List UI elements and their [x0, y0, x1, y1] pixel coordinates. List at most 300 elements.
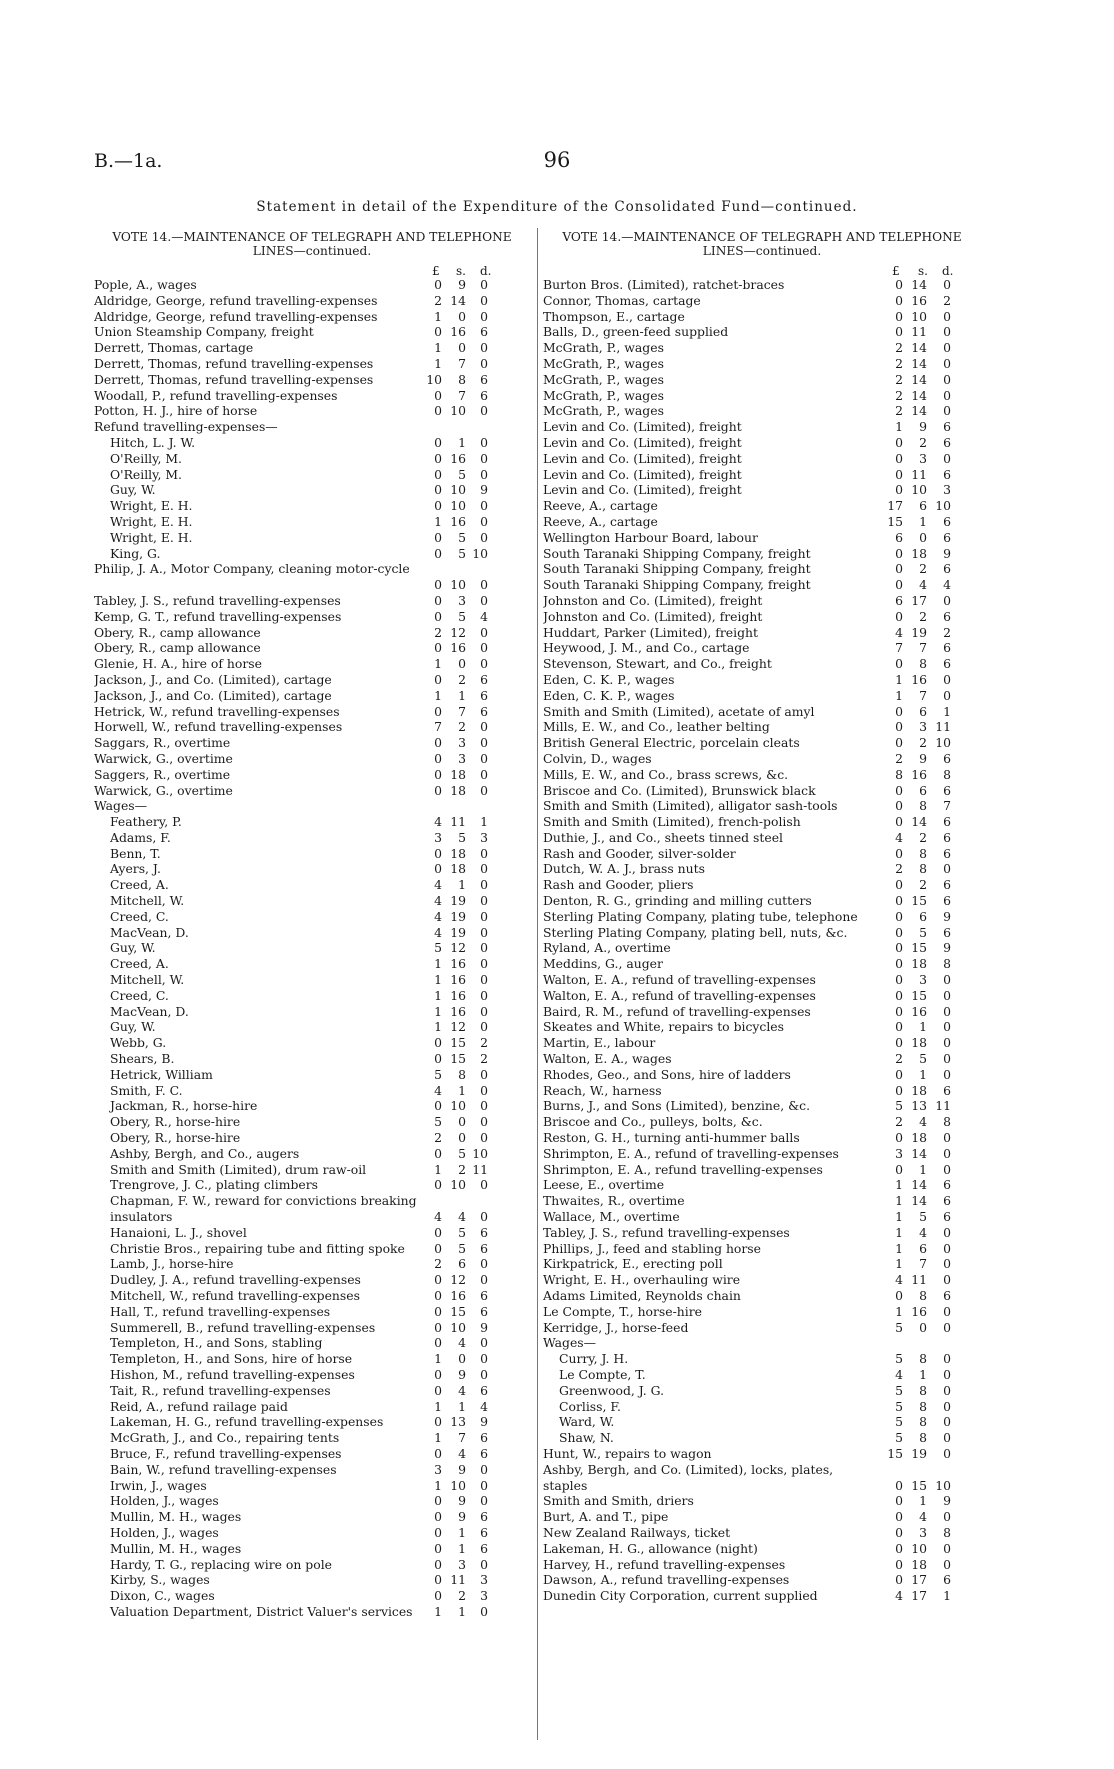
entry-description: Leese, E., overtime — [543, 1177, 665, 1193]
ledger-row — [94, 372, 530, 388]
pounds-value: 5 — [895, 1098, 903, 1114]
pence-value: 0 — [943, 340, 951, 356]
entry-amount — [418, 1525, 492, 1541]
entry-amount — [879, 467, 953, 483]
entry-description: Refund travelling-expenses— — [94, 419, 278, 435]
entry-amount — [418, 482, 492, 498]
pence-value: 0 — [943, 687, 951, 703]
pounds-value: 4 — [434, 924, 442, 940]
pounds-value: 15 — [887, 1445, 903, 1461]
entry-amount — [879, 530, 953, 546]
pounds-value: 0 — [434, 387, 442, 403]
shillings-value: 12 — [450, 624, 466, 640]
pounds-value: 0 — [895, 798, 903, 814]
ledger-row — [543, 1525, 981, 1541]
entry-description: Mitchell, W. — [110, 972, 185, 988]
ledger-row — [94, 1162, 530, 1178]
pounds-value: 10 — [426, 371, 442, 387]
shillings-value: 4 — [458, 1209, 466, 1225]
pounds-value: 0 — [895, 924, 903, 940]
shillings-value: 1 — [458, 687, 466, 703]
entry-description: Lakeman, H. G., refund travelling-expenses — [110, 1414, 384, 1430]
ledger-row — [543, 688, 981, 704]
pounds-value: 0 — [434, 861, 442, 877]
ledger-row — [543, 1177, 981, 1193]
pounds-value: 3 — [434, 829, 442, 845]
pence-value: 1 — [943, 703, 951, 719]
pence-value: 0 — [943, 1161, 951, 1177]
entry-description: Glenie, H. A., hire of horse — [94, 656, 262, 672]
shillings-value: 18 — [911, 1082, 927, 1098]
entry-description: South Taranaki Shipping Company, freight — [543, 561, 811, 577]
shillings-value: 16 — [911, 292, 927, 308]
ledger-row — [543, 1019, 981, 1035]
ledger-row — [94, 419, 530, 435]
ledger-row — [94, 309, 530, 325]
entry-amount — [879, 1256, 953, 1272]
ledger-row — [543, 1288, 981, 1304]
pounds-value: 0 — [434, 434, 442, 450]
pounds-value: 2 — [895, 371, 903, 387]
entry-description: Shears, B. — [110, 1051, 175, 1067]
shillings-value: 6 — [458, 1256, 466, 1272]
pence-value: 6 — [480, 1524, 488, 1540]
entry-description: Guy, W. — [110, 1019, 156, 1035]
pence-value: 0 — [480, 719, 488, 735]
shillings-value: 9 — [458, 1493, 466, 1509]
pence-value: 0 — [943, 1445, 951, 1461]
ledger-row — [543, 340, 981, 356]
entry-description: Sterling Plating Company, plating bell, nuts, &c. — [543, 924, 848, 940]
entry-amount — [879, 1525, 953, 1541]
entry-amount — [879, 1304, 953, 1320]
pence-value: 0 — [943, 1540, 951, 1556]
entry-description: Thompson, E., cartage — [543, 308, 685, 324]
entry-amount — [879, 593, 953, 609]
pence-value: 0 — [480, 277, 488, 292]
ledger-row — [543, 1130, 981, 1146]
right-column — [543, 231, 981, 1604]
shillings-value: 16 — [450, 956, 466, 972]
ledger-row — [94, 1320, 530, 1336]
shillings-value: 10 — [450, 1477, 466, 1493]
ledger-row — [543, 798, 981, 814]
pounds-value: 0 — [434, 450, 442, 466]
pence-value: 0 — [480, 877, 488, 893]
entry-amount — [879, 1098, 953, 1114]
pounds-value: 2 — [434, 624, 442, 640]
shillings-value: 2 — [919, 735, 927, 751]
pence-value: 6 — [943, 829, 951, 845]
shillings-value: 5 — [919, 1051, 927, 1067]
entry-amount — [418, 1604, 492, 1620]
pence-value: 0 — [480, 1493, 488, 1509]
pounds-value: 3 — [895, 1145, 903, 1161]
ledger-row — [94, 751, 530, 767]
pounds-value: 1 — [895, 1303, 903, 1319]
shillings-value: 1 — [919, 513, 927, 529]
entry-amount — [879, 324, 953, 340]
ledger-row — [543, 956, 981, 972]
pence-value: 0 — [943, 1398, 951, 1414]
entry-description: Johnston and Co. (Limited), freight — [543, 592, 763, 608]
entry-amount — [418, 909, 492, 925]
pence-value: 0 — [943, 1414, 951, 1430]
pounds-value: 0 — [434, 1319, 442, 1335]
shillings-value: 18 — [911, 1556, 927, 1572]
shillings-value: 0 — [458, 340, 466, 356]
ledger-row — [543, 1193, 981, 1209]
entry-description: Mitchell, W. — [110, 893, 185, 909]
ledger-row — [543, 767, 981, 783]
pence-value: 2 — [480, 1035, 488, 1051]
left-units-header — [94, 264, 530, 277]
entry-description: Balls, D., green-feed supplied — [543, 324, 729, 340]
pence-value: 0 — [943, 972, 951, 988]
pounds-value: 4 — [895, 624, 903, 640]
ledger-row — [94, 861, 530, 877]
entry-amount — [418, 530, 492, 546]
entry-amount — [879, 1004, 953, 1020]
ledger-row — [94, 814, 530, 830]
entry-description: Derrett, Thomas, refund travelling-expenses — [94, 355, 374, 371]
pounds-value: 0 — [895, 893, 903, 909]
pounds-value: 6 — [895, 529, 903, 545]
pounds-value: 0 — [434, 1572, 442, 1588]
pounds-value: 0 — [434, 482, 442, 498]
ledger-row — [543, 1335, 981, 1351]
ledger-row — [94, 609, 530, 625]
entry-description: Reach, W., harness — [543, 1082, 662, 1098]
ledger-row — [543, 1114, 981, 1130]
entry-amount — [418, 340, 492, 356]
entry-description: Mills, E. W., and Co., brass screws, &c. — [543, 766, 789, 782]
pounds-value: 0 — [434, 750, 442, 766]
pence-value: 9 — [480, 1319, 488, 1335]
pence-value: 0 — [480, 750, 488, 766]
pence-value: 0 — [480, 466, 488, 482]
entry-amount — [879, 783, 953, 799]
pounds-value: 1 — [895, 1193, 903, 1209]
entry-amount — [418, 609, 492, 625]
entry-description: Le Compte, T., horse-hire — [543, 1303, 703, 1319]
ledger-row — [543, 1320, 981, 1336]
pence-value: 0 — [943, 1509, 951, 1525]
entry-amount — [418, 1162, 492, 1178]
ledger-row — [543, 1414, 981, 1430]
entry-description: Bruce, F., refund travelling-expenses — [110, 1445, 342, 1461]
shillings-value: 2 — [919, 434, 927, 450]
pence-value: 1 — [943, 1588, 951, 1604]
ledger-row — [543, 324, 981, 340]
pounds-value: 0 — [434, 592, 442, 608]
pence-value: 6 — [943, 782, 951, 798]
entry-amount — [418, 1414, 492, 1430]
pounds-value: 0 — [895, 1035, 903, 1051]
pence-value: 0 — [480, 529, 488, 545]
pence-value: 0 — [480, 735, 488, 751]
pence-value: 0 — [480, 1366, 488, 1382]
ledger-row — [543, 1367, 981, 1383]
pence-value: 10 — [935, 498, 951, 514]
shillings-value: 11 — [911, 466, 927, 482]
ledger-row — [94, 1383, 530, 1399]
shillings-value: 16 — [450, 1003, 466, 1019]
entry-amount — [418, 1462, 492, 1478]
shillings-value: 3 — [919, 972, 927, 988]
shillings-value: 1 — [458, 434, 466, 450]
pence-value: 6 — [480, 387, 488, 403]
pounds-value: 0 — [434, 1540, 442, 1556]
pence-value: 6 — [480, 1430, 488, 1446]
shillings-value: 10 — [911, 482, 927, 498]
pence-value: 0 — [943, 1130, 951, 1146]
shillings-value: 5 — [458, 1224, 466, 1240]
entry-amount — [879, 1067, 953, 1083]
pounds-value: 0 — [434, 1445, 442, 1461]
pence-value: 6 — [943, 656, 951, 672]
shillings-value: 6 — [919, 908, 927, 924]
entry-description: Burton Bros. (Limited), ratchet-braces — [543, 277, 785, 292]
pounds-value: 4 — [895, 829, 903, 845]
ledger-row — [94, 1098, 530, 1114]
shillings-value: 9 — [458, 1461, 466, 1477]
entry-description: Tait, R., refund travelling-expenses — [110, 1382, 331, 1398]
shillings-value: 10 — [450, 1319, 466, 1335]
ledger-row — [94, 1114, 530, 1130]
pence-value: 6 — [480, 324, 488, 340]
pounds-value: 0 — [434, 1051, 442, 1067]
shillings-value: 8 — [458, 371, 466, 387]
pounds-value: 5 — [895, 1430, 903, 1446]
pounds-value: 0 — [895, 466, 903, 482]
entry-description: Aldridge, George, refund travelling-expenses — [94, 308, 378, 324]
ledger-row — [94, 1430, 530, 1446]
entry-description: Valuation Department, District Valuer's services — [110, 1603, 413, 1619]
entry-amount — [879, 1209, 953, 1225]
entry-description: Eden, C. K. P., wages — [543, 671, 675, 687]
ledger-row — [94, 435, 530, 451]
entry-description: MacVean, D. — [110, 1003, 189, 1019]
entry-amount — [879, 719, 953, 735]
pence-value: 4 — [480, 1398, 488, 1414]
ledger-row — [543, 1446, 981, 1462]
pounds-value: 2 — [895, 861, 903, 877]
shillings-value: 0 — [458, 1114, 466, 1130]
pence-value: 0 — [480, 1272, 488, 1288]
ledger-row — [94, 293, 530, 309]
pounds-value: 0 — [434, 545, 442, 561]
entry-description: McGrath, P., wages — [543, 403, 664, 419]
pounds-value: 1 — [434, 355, 442, 371]
ledger-row — [94, 1462, 530, 1478]
ledger-row — [94, 925, 530, 941]
pounds-value: 0 — [895, 308, 903, 324]
pence-value: 0 — [480, 782, 488, 798]
pence-value: 0 — [943, 1319, 951, 1335]
pence-value: 6 — [480, 671, 488, 687]
pence-value: 0 — [480, 434, 488, 450]
entry-amount — [418, 1004, 492, 1020]
ledger-row — [543, 1509, 981, 1525]
shillings-value: 4 — [458, 1445, 466, 1461]
entry-description: Shaw, N. — [559, 1430, 614, 1446]
ledger-row — [94, 625, 530, 641]
pence-value: 0 — [480, 940, 488, 956]
entry-description: Curry, J. H. — [559, 1351, 629, 1367]
entry-description: Mullin, M. H., wages — [110, 1540, 242, 1556]
shillings-value: 3 — [458, 750, 466, 766]
shillings-value: 8 — [919, 1351, 927, 1367]
shillings-value: 18 — [911, 956, 927, 972]
pounds-value: 2 — [895, 403, 903, 419]
pounds-value: 0 — [434, 1224, 442, 1240]
pence-value: 6 — [480, 1303, 488, 1319]
ledger-row — [94, 1414, 530, 1430]
entry-description: Baird, R. M., refund of travelling-expenses — [543, 1003, 811, 1019]
pence-value: 9 — [943, 908, 951, 924]
ledger-row — [543, 735, 981, 751]
ledger-row — [94, 1541, 530, 1557]
pence-value: 0 — [943, 1224, 951, 1240]
pounds-value: 0 — [434, 766, 442, 782]
pence-value: 6 — [480, 687, 488, 703]
entry-amount — [418, 1272, 492, 1288]
entry-amount — [879, 861, 953, 877]
entry-description: Holden, J., wages — [110, 1524, 219, 1540]
pounds-value: 0 — [434, 1556, 442, 1572]
entry-description: Huddart, Parker (Limited), freight — [543, 624, 758, 640]
shillings-label: s. — [456, 264, 466, 278]
ledger-row — [543, 1209, 981, 1225]
entry-description: Saggars, R., overtime — [94, 735, 231, 751]
shillings-value: 18 — [450, 782, 466, 798]
pence-label: d. — [480, 264, 492, 278]
ledger-row — [94, 514, 530, 530]
entry-amount — [879, 1572, 953, 1588]
pounds-value: 0 — [895, 561, 903, 577]
entry-amount — [879, 672, 953, 688]
shillings-value: 10 — [450, 1098, 466, 1114]
ledger-row — [94, 1035, 530, 1051]
entry-amount — [879, 1241, 953, 1257]
ledger-row — [94, 719, 530, 735]
shillings-value: 18 — [911, 1130, 927, 1146]
entry-amount — [418, 1572, 492, 1588]
shillings-value: 3 — [919, 1524, 927, 1540]
pounds-value: 1 — [434, 308, 442, 324]
shillings-value: 2 — [458, 671, 466, 687]
pence-value: 10 — [935, 1477, 951, 1493]
pounds-value: 1 — [434, 1477, 442, 1493]
pence-value: 0 — [480, 1082, 488, 1098]
ledger-row — [543, 293, 981, 309]
pounds-value: 0 — [895, 719, 903, 735]
pounds-value: 15 — [887, 513, 903, 529]
pence-value: 6 — [480, 1224, 488, 1240]
ledger-row — [94, 704, 530, 720]
entry-description: Connor, Thomas, cartage — [543, 292, 701, 308]
ledger-row — [94, 798, 530, 814]
pounds-value: 7 — [434, 719, 442, 735]
right-vote-heading: VOTE 14.—MAINTENANCE OF TELEGRAPH AND TELEPHONE LINES—continued. — [562, 230, 962, 258]
ledger-row — [94, 1146, 530, 1162]
shillings-value: 5 — [458, 545, 466, 561]
ledger-row — [543, 419, 981, 435]
shillings-value: 10 — [450, 1177, 466, 1193]
ledger-row — [543, 514, 981, 530]
ledger-row — [543, 403, 981, 419]
entry-amount — [879, 1288, 953, 1304]
ledger-row — [543, 372, 981, 388]
pence-value: 0 — [480, 513, 488, 529]
entry-description: Feathery, P. — [110, 814, 182, 830]
shillings-value: 0 — [458, 656, 466, 672]
entry-amount — [418, 1067, 492, 1083]
ledger-row — [543, 719, 981, 735]
pence-value: 0 — [480, 308, 488, 324]
entry-amount — [418, 372, 492, 388]
ledger-row — [94, 1288, 530, 1304]
shillings-value: 5 — [919, 924, 927, 940]
pounds-value: 4 — [434, 893, 442, 909]
entry-description: Kirby, S., wages — [110, 1572, 210, 1588]
ledger-row — [543, 1572, 981, 1588]
shillings-value: 5 — [458, 829, 466, 845]
shillings-value: 8 — [919, 656, 927, 672]
pence-value: 6 — [943, 814, 951, 830]
entry-description: Obery, R., camp allowance — [94, 624, 261, 640]
pence-value: 0 — [480, 1098, 488, 1114]
shillings-value: 9 — [458, 277, 466, 292]
pounds-value: 2 — [434, 1256, 442, 1272]
shillings-value: 3 — [458, 735, 466, 751]
pence-value: 0 — [943, 403, 951, 419]
shillings-value: 19 — [450, 924, 466, 940]
pence-value: 0 — [480, 972, 488, 988]
pence-value: 0 — [943, 592, 951, 608]
entry-description: Ward, W. — [559, 1414, 615, 1430]
entry-amount — [879, 640, 953, 656]
entry-description: Hall, T., refund travelling-expenses — [110, 1303, 331, 1319]
pence-value: 10 — [472, 1145, 488, 1161]
ledger-row — [94, 1304, 530, 1320]
pence-value: 8 — [943, 1114, 951, 1130]
shillings-value: 7 — [919, 1256, 927, 1272]
entry-description: Wages— — [94, 798, 148, 814]
entry-description: Chapman, F. W., reward for convictions breaking insulators — [110, 1193, 417, 1225]
pounds-value: 0 — [895, 1082, 903, 1098]
pounds-value: 0 — [434, 1272, 442, 1288]
pounds-value: 0 — [895, 877, 903, 893]
entry-amount — [418, 1493, 492, 1509]
entry-description: Smith and Smith (Limited), acetate of amyl — [543, 703, 815, 719]
entry-description: Union Steamship Company, freight — [94, 324, 314, 340]
entry-amount — [418, 893, 492, 909]
pounds-value: 5 — [434, 1066, 442, 1082]
pence-value: 2 — [943, 624, 951, 640]
entry-amount — [879, 1430, 953, 1446]
shillings-value: 2 — [919, 608, 927, 624]
entry-description: Creed, A. — [110, 956, 169, 972]
ledger-row — [94, 940, 530, 956]
pence-value: 0 — [480, 340, 488, 356]
pounds-value: 1 — [895, 671, 903, 687]
pounds-value: 4 — [895, 1272, 903, 1288]
entry-description: Levin and Co. (Limited), freight — [543, 482, 742, 498]
pounds-value: 0 — [434, 1588, 442, 1604]
entry-description: Kerridge, J., horse-feed — [543, 1319, 689, 1335]
